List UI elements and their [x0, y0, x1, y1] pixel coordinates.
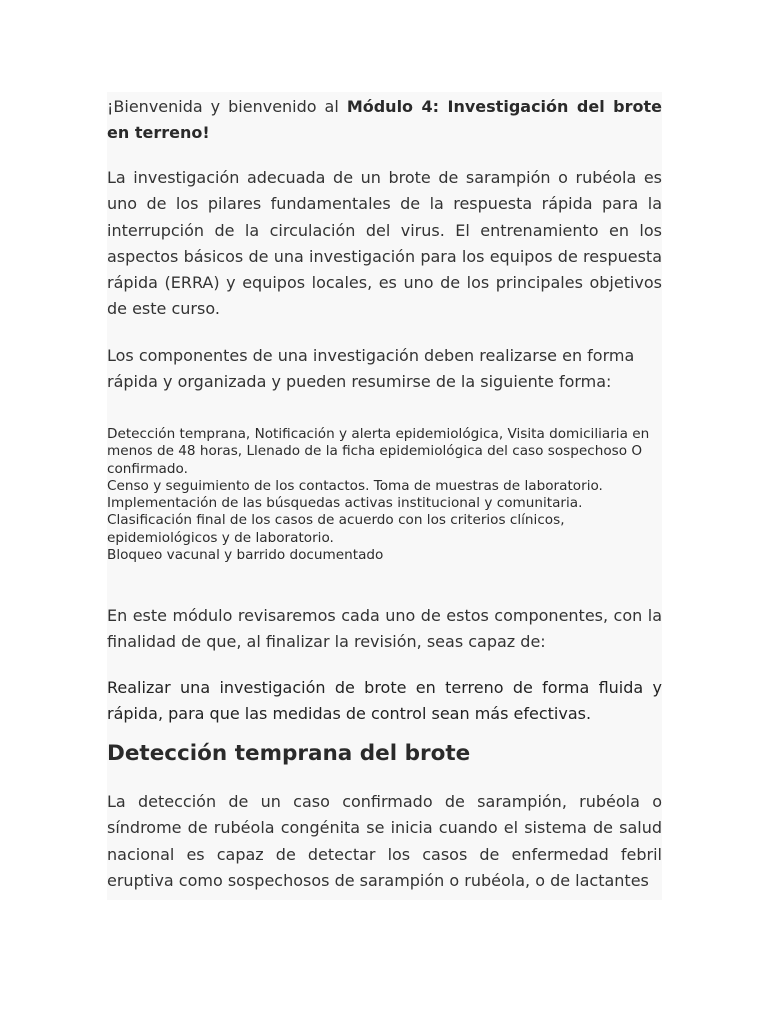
intro-paragraph	[107, 94, 662, 147]
list-item: Censo y seguimiento de los contactos. Toma de muestras de laboratorio.	[107, 477, 603, 494]
paragraph-objective: Realizar una investigación de brote en terreno de forma fluida y rápida, para que las medidas de control sean más efectivas.	[107, 678, 662, 724]
list-item: Implementación de las búsquedas activas institucional y comunitaria.	[107, 495, 583, 512]
list-item: Clasificación final de los casos de acuerdo con los criterios clínicos, epidemiológicos y de laboratorio.	[107, 512, 569, 546]
section-heading: Detección temprana del brote	[107, 741, 471, 766]
paragraph-module-goal: En este módulo revisaremos cada uno de estos componentes, con la finalidad de que, al finalizar la revisión, seas capaz de:	[107, 606, 662, 652]
paragraph-detection: La detección de un caso confirmado de sarampión, rubéola o síndrome de rubéola congénita se inicia cuando el sistema de salud nacional es capaz de detectar los casos de enfermedad febril eruptiva como sospechosos de sarampión o rubéola, o de lactantes	[107, 792, 662, 890]
module-title: Módulo 4: Investigación del brote en terreno!	[107, 97, 662, 143]
intro-lead: ¡Bienvenida y bienvenido al	[107, 97, 347, 116]
list-item: Bloqueo vacunal y barrido documentado	[107, 547, 384, 564]
components-list	[107, 426, 662, 564]
list-item: Detección temprana, Notificación y alerta epidemiológica, Visita domiciliaria en menos de 48 horas, Llenado de la ficha epidemiológica del caso sospechoso O confirmado.	[107, 426, 654, 477]
document-content	[107, 92, 662, 900]
paragraph-components-intro: Los componentes de una investigación deben realizarse en forma rápida y organizada y pueden resumirse de la siguiente forma:	[107, 346, 635, 392]
paragraph-importance: La investigación adecuada de un brote de sarampión o rubéola es uno de los pilares fundamentales de la respuesta rápida para la interrupción de la circulación del virus. El entrenamiento en los aspectos básicos de una investigación para los equipos de respuesta rápida (ERRA) y equipos locales, es uno de los principales objetivos de este curso.	[107, 168, 662, 319]
